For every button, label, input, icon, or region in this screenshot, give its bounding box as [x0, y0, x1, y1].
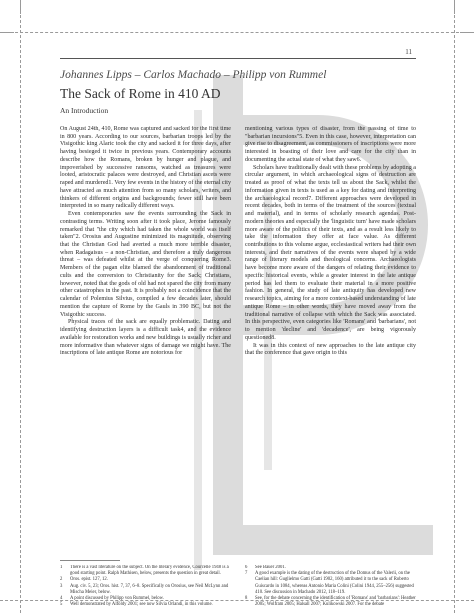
footnotes-right [245, 565, 417, 609]
page-number: 11 [405, 48, 412, 56]
section-heading: An Introduction [60, 106, 109, 115]
footnote [60, 565, 232, 577]
footnote-text: See Bauer 2001. [255, 565, 286, 570]
footnote [245, 596, 417, 608]
footnote-number: 8 [245, 596, 248, 602]
body-paragraph: It was in this context of new approaches to the late antique city that the conference that gave origin to this [245, 342, 416, 357]
footnote-number: 7 [245, 571, 248, 577]
footnote-number: 2 [60, 577, 63, 583]
crop-mark [460, 32, 474, 33]
footnote [60, 602, 232, 608]
chapter-authors: Johannes Lipps – Carlos Machado – Philipp von Rummel [60, 69, 327, 81]
footnote-text: Oros. epist. 127, 12. [70, 577, 108, 583]
body-column-left [60, 126, 231, 546]
body-paragraph: Even contemporaries saw the events surrounding the Sack in contrasting terms. Writing soon after it took place, Jerome famously remarked that "the city which had taken the whole world was itself taken"2. Orosius and Augustine minimized its magnitude, observing that the Christian God had averted a much more terrible disaster, when Radagaisus – a non-Christian, and therefore a truly dangerous threat – was defeated whilst at the verge of conquering Rome3. Members of the pagan elite blamed the abandonment of traditional cults and the conversion to Christianity for the Sack; Christians, however, noted that the gods of old had not spared the city from many other catastrophes in the past. It is probably not a coincidence that the calendar of Polemius Silvius, compiled a few decades later, should mention the capture of Rome by the Gauls in 390 BC, but not the Visigothic success. [60, 211, 231, 318]
crop-guide-left [20, 0, 21, 613]
footnote-number: 4 [60, 596, 63, 602]
footnote-text: There is a vast literature on the subject. On the literary evidence, Courcelle 1948 is a good starting point. Ralph Mathisen, below, presents the question in great detail. [70, 565, 229, 577]
footnote-number: 5 [60, 602, 63, 608]
footnote-rule [60, 560, 120, 561]
footnote-text: See, for the debate concerning the identification of 'Romans' and 'barbarians': Heather 2005; Wolfram 2005; Halsall 2007; Kulikowski 2007. For the debate [255, 596, 416, 608]
body-paragraph: Scholars have traditionally dealt with these problems by adopting a circular argument, in which archaeological signs of destruction are treated as proof of what the texts tell us about the Sack, whilst the information given in texts is used as a key for dating and interpreting the archaeological record7. Different approaches were developed in recent decades, both in terms of the treatment of the sources (textual and material), and in terms of scholarly research agendas. Post-modern theories and especially the 'linguistic turn' have made scholars more aware of the politics of their texts, and as a result less likely to take the information they offer at face value. As different contributions to this volume argue, ecclesiastical writers had their own interests, and their narratives of the events were shaped by a wide range of literary models and theological concerns. Archaeologists have become more aware of the dangers of relating their evidence to specific historical events, while a greater interest in the late antique period has led them to evaluate their material in a more positive fashion. In general, the study of late antiquity has developed new research topics, aiming for a more context-based understanding of late antique Rome – in other words, they have moved away from the traditional narrative of collapse with which the Sack was associated. In this perspective, even categories like 'Romans' and 'barbarians', not to mention 'decline' and 'decadence', are being vigorously questioned8. [245, 164, 416, 341]
footnote [245, 571, 417, 596]
footnote-text: Well demonstrated by Alföldy 2001; see now Silvia Orlandi, in this volume. [70, 602, 213, 608]
footnote-number: 1 [60, 565, 63, 570]
crop-mark [454, 0, 455, 14]
body-paragraph: Physical traces of the sack are equally problematic. Dating and identifying destruction layers is a difficult task4, and the evidence available for restoration works and new buildings is usually richer and more informative than whatever signs of damage we might have. The inscriptions of late antique Rome are notorious for [60, 319, 231, 357]
crop-mark [0, 32, 14, 33]
crop-guide-top [0, 32, 474, 33]
footnote-number: 3 [60, 583, 63, 589]
body-column-right [245, 126, 416, 546]
footnote-number: 6 [245, 565, 248, 570]
footnotes-left [60, 565, 232, 609]
crop-mark [20, 0, 21, 14]
body-paragraph: On August 24th, 410, Rome was captured and sacked for the first time in 800 years. According to our sources, barbarian troops led by the Visigothic king Alaric took the city and sacked it for three days, after having besieged it twice in previous years. Contemporary accounts describe how the Romans, broken by hunger and plague, and impoverished by successive ransoms, watched as treasures were looted, aristocratic palaces were destroyed, and Christian ascets were raped and murdered1. Very few events in the history of the eternal city have attracted as much attention from so many scholars, writers, and thinkers of different origins and backgrounds; fewer still have been interpreted in so many radically different ways. [60, 126, 231, 210]
crop-guide-right [454, 0, 455, 613]
footnote [60, 584, 232, 596]
chapter-title: The Sack of Rome in 410 AD [60, 86, 221, 101]
footnote-text: A point discussed by Philipp von Rummel, below. [70, 596, 164, 602]
header-rule [60, 58, 416, 59]
footnote-text: Aug. civ. 5, 23; Oros. hist. 7, 37, 6–8. Specifically on Orosius, see Neil McLynn and Mischa Meier, below. [70, 583, 229, 595]
footnote-text: A good example is the dating of the destruction of the Domus of the Valerii, on the Caelian hill: Guglielmo Gatti (Gatti 1902, 160) attributed it to the sack of Roberto Guiscardo in 1084, whereas Antonio Maria Colini (Colini 1944, 255–256) suggested 410. See discussion in Machado 2012, 118–119. [255, 571, 414, 595]
body-paragraph: mentioning various types of disaster, from the passing of time to "barbarian incursions"5. Even in this case, however, interpretation can give rise to disagreement, as commissioners of inscriptions were more interested in boasting of their love and care for the city than in documenting the actual state of what they saw6. [245, 126, 416, 163]
